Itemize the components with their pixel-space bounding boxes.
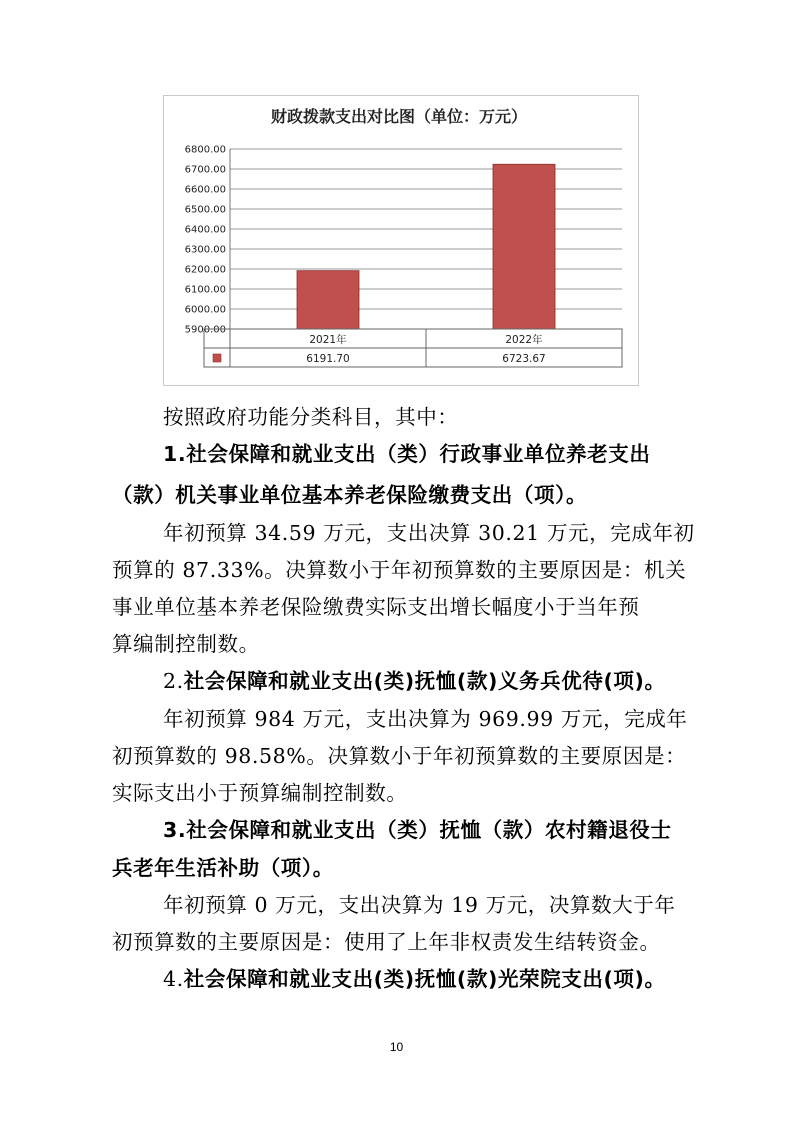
para2-line1: 年初预算 984 万元，支出决算为 969.99 万元，完成年 [163, 707, 688, 731]
intro-text: 按照政府功能分类科目，其中： [163, 405, 459, 429]
para2-line2: 初预算数的 98.58%。决算数小于年初预算数的主要原因是： [112, 744, 687, 768]
chart-title: 财政拨款支出对比图（单位：万元） [270, 107, 528, 126]
y-tick-label: 6400.00 [184, 224, 226, 236]
item1-heading-line1: 1.社会保障和就业支出（类）行政事业单位养老支出 [163, 442, 651, 466]
value-label: 6191.70 [306, 353, 350, 365]
y-tick-label: 6600.00 [184, 184, 226, 196]
para3-line2: 初预算数的主要原因是：使用了上年非权责发生结转资金。 [112, 930, 661, 954]
legend-swatch [213, 354, 221, 362]
y-tick-label: 5900.00 [184, 324, 226, 336]
item4-heading [163, 962, 666, 996]
item3-heading-line2: 兵老年生活补助（项）。 [112, 856, 334, 880]
item1-heading-line2: （款）机关事业单位基本养老保险缴费支出（项）。 [112, 483, 588, 507]
para3-line1: 年初预算 0 万元，支出决算为 19 万元，决算数大于年 [163, 893, 676, 917]
item4-title: 社会保障和就业支出(类)抚恤(款)光荣院支出(项)。 [183, 967, 666, 991]
item4-number: 4. [163, 967, 184, 991]
value-label: 6723.67 [502, 353, 546, 365]
category-label: 2021年 [309, 334, 347, 346]
y-tick-label: 6200.00 [184, 264, 226, 276]
item2-heading [163, 664, 666, 698]
category-label: 2022年 [505, 334, 543, 346]
para1-line4: 算编制控制数。 [112, 632, 260, 656]
bar [493, 164, 555, 329]
para1-line3: 事业单位基本养老保险缴费实际支出增长幅度小于当年预 [112, 595, 640, 619]
bar [297, 271, 359, 329]
y-tick-label: 6500.00 [184, 204, 226, 216]
chart-svg [164, 96, 638, 385]
para1-line1: 年初预算 34.59 万元，支出决算 30.21 万元，完成年初 [163, 521, 695, 545]
item2-title: 社会保障和就业支出(类)抚恤(款)义务兵优待(项)。 [183, 669, 666, 693]
item2-number: 2. [163, 669, 184, 693]
para2-line3: 实际支出小于预算编制控制数。 [112, 781, 408, 805]
bar-chart [163, 95, 639, 386]
y-tick-label: 6800.00 [184, 144, 226, 156]
y-tick-label: 6000.00 [184, 304, 226, 316]
para1-line2: 预算的 87.33%。决算数小于年初预算数的主要原因是：机关 [112, 558, 687, 582]
y-tick-label: 6300.00 [184, 244, 226, 256]
y-tick-label: 6100.00 [184, 284, 226, 296]
page-number: 10 [389, 1040, 404, 1054]
y-tick-label: 6700.00 [184, 164, 226, 176]
item3-heading-line1: 3.社会保障和就业支出（类）抚恤（款）农村籍退役士 [163, 818, 672, 842]
